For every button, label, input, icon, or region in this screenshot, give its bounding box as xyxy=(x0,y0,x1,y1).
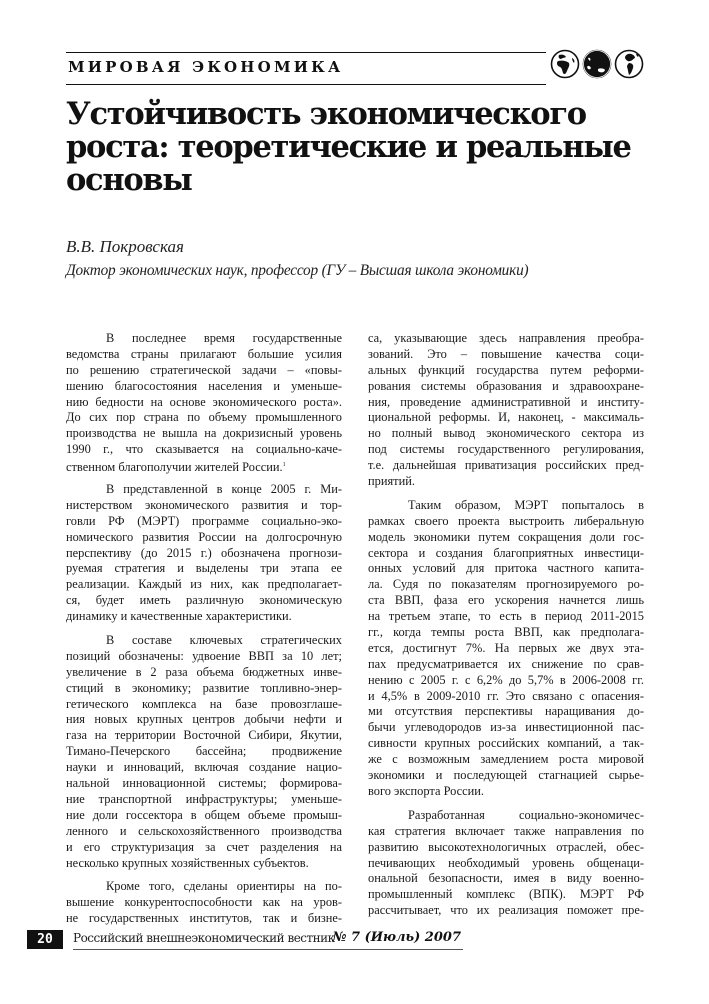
text-line: производства не вышла на докризисный уровень xyxy=(66,426,342,441)
paragraph xyxy=(368,498,644,800)
text-line: увеличение в 2 раза объема бюджетных инве- xyxy=(66,664,342,679)
text-line: Разработанная социально-экономичес- xyxy=(408,807,644,822)
text-line: сектора и создания благоприятных инвестици- xyxy=(368,545,644,560)
paragraph xyxy=(66,879,342,927)
text-line: 1990 г., что сказывается на социально-каче- xyxy=(66,442,342,457)
section-title: МИРОВАЯ ЭКОНОМИКА xyxy=(68,58,344,76)
text-line: под системы государственного регулирования, xyxy=(368,442,644,457)
text-line: ние доли госсектора в общем объеме промыш- xyxy=(66,807,342,822)
text-line: несколько крупных хозяйственных субъектов. xyxy=(66,855,309,870)
text-line: рамках своего проекта выстроить либеральную xyxy=(368,513,644,528)
text-line: стиций в экономику; развитие топливно-энер- xyxy=(66,680,342,695)
text-line: рассчитывает, что их реализация поможет пре- xyxy=(368,903,644,918)
text-line: приятий. xyxy=(368,474,415,489)
section-header xyxy=(66,52,546,85)
text-line: нению с 2005 г. с 6,2% до 5,7% в 2006-2008 гг. xyxy=(368,672,644,687)
text-line: номического развития России на долгосрочную xyxy=(66,529,342,544)
text-line: са, указывающие здесь направления преобра- xyxy=(368,331,644,345)
globe-icons xyxy=(550,49,644,79)
issue-number: № 7 (Июль) 2007 xyxy=(332,930,461,945)
text-line: ственном благополучии жителей России.$^1$ xyxy=(66,460,286,475)
text-line: гетического комплекса на базе провозглаше- xyxy=(66,696,342,711)
text-line: но полный вывод экономического сектора из xyxy=(368,426,644,441)
paragraph xyxy=(66,331,342,474)
text-line: пах предусматривается их снижение по срав- xyxy=(368,656,644,671)
text-line: Кроме того, сделаны ориентиры на по- xyxy=(106,879,342,894)
text-line: ся, будет иметь различную экономическую xyxy=(66,593,342,608)
text-line: гг., когда темпы роста ВВП, как предполага- xyxy=(368,625,644,640)
text-line: нию бедности на основе экономического роста». xyxy=(66,394,342,409)
title-line: основы xyxy=(66,162,192,198)
text-line: Тимано-Печерского бассейна; продвижение xyxy=(66,744,342,759)
paragraph xyxy=(368,331,644,490)
text-line: сивности крупных российских компаний, а так- xyxy=(368,736,644,751)
paragraph xyxy=(66,482,342,625)
text-line: и его структуризация за счет разделения на xyxy=(66,839,342,854)
page-footer xyxy=(27,930,463,950)
text-line: ми отсутствия перспективы наращивания до- xyxy=(368,704,644,719)
text-line: В последнее время государственные xyxy=(106,331,342,345)
title-line: роста: теоретические и реальные xyxy=(66,129,631,165)
text-line: ния новых крупных центров добычи нефти и xyxy=(66,712,342,727)
text-line: на третьем этапе, то есть в период 2011-2015 xyxy=(368,609,644,624)
text-line: газа на территории Восточной Сибири, Якутии, xyxy=(66,728,342,743)
text-line: науки и инноваций, включая создание нацио- xyxy=(66,760,342,775)
text-line: руемая стратегия и выделены три этапа ее xyxy=(66,561,342,576)
text-line: В составе ключевых стратегических xyxy=(106,633,342,648)
text-line: же с возможным замедлением роста мировой xyxy=(368,752,644,767)
text-line: онных условий для притока частного капита- xyxy=(368,561,644,576)
text-line: циональной реформы. И, наконец, - максималь- xyxy=(368,410,644,425)
footnote-marker[interactable]: 1 xyxy=(282,462,286,469)
text-line: нистерством экономического развития и тор- xyxy=(66,497,342,512)
journal-info xyxy=(73,930,463,950)
article-title xyxy=(66,98,646,197)
text-line: реализации. Каждый из них, как предполагает- xyxy=(66,577,342,592)
text-line: ональной безопасности, имея в виду военно- xyxy=(368,871,644,886)
text-line: бычи углеводородов из-за инвестиционной пас- xyxy=(368,720,644,735)
text-line: и 4,5% в 2009-2010 гг. Это связано с опасения- xyxy=(368,688,644,703)
text-line: ведомства страны прилагают большие усилия xyxy=(66,346,342,361)
text-line: по решению стратегической задачи – «повы- xyxy=(66,362,342,377)
text-line: промышленный комплекс (ВПК). МЭРТ РФ xyxy=(368,887,644,902)
text-line: модель экономики путем сокращения доли гос- xyxy=(368,529,644,544)
text-line: кая стратегия включает также направления по xyxy=(368,823,644,838)
text-line: ние транспортной инфраструктуры; уменьше- xyxy=(66,791,342,806)
text-line: ла. Судя по показателям прогнозируемого ро- xyxy=(368,577,644,592)
text-line: нальной инновационной системы; формирова- xyxy=(66,776,342,791)
author-name: В.В. Покровская xyxy=(66,237,184,256)
right-column xyxy=(368,331,644,919)
text-line: В представленной в конце 2005 г. Ми- xyxy=(106,482,342,497)
author-affiliation: Доктор экономических наук, профессор (ГУ – Высшая школа экономики) xyxy=(66,262,529,279)
title-line: Устойчивость экономического xyxy=(66,96,586,132)
paragraph xyxy=(368,808,644,919)
text-line: ется, достигнут 7%. На первых же двух эта- xyxy=(368,640,644,655)
text-line: печивающих необходимый уровень общенаци- xyxy=(368,855,644,870)
text-line: развитию высокотехнологичных отраслей, обес- xyxy=(368,839,644,854)
left-column xyxy=(66,331,342,927)
text-line: вышение конкурентоспособности как на уров- xyxy=(66,895,342,910)
globe-asia-australia-icon xyxy=(582,49,612,79)
text-line: перспективу (до 2015 г.) обозначена прогнози- xyxy=(66,545,342,560)
text-line: т.е. дальнейшая приватизация российских пред- xyxy=(368,458,644,473)
text-line: экономики и последующей стагнацией сырье- xyxy=(368,768,644,783)
text-line: зований. Это – повышение качества соци- xyxy=(368,346,644,361)
text-line: вого экспорта России. xyxy=(368,783,485,798)
text-line: шению благосостояния населения и уменьше- xyxy=(66,378,342,393)
text-line: позиций обозначены: удвоение ВВП за 10 лет; xyxy=(66,648,342,663)
text-line: ленного и сельскохозяйственного производства xyxy=(66,823,342,838)
text-line: не государственных институтов, так и бизне- xyxy=(66,911,342,926)
text-line: До сих пор страна по объему промышленного xyxy=(66,410,342,425)
text-line: динамику и качественные характеристики. xyxy=(66,609,292,624)
paragraph xyxy=(66,633,342,871)
journal-name: Российский внешнеэкономический вестник xyxy=(73,931,335,945)
text-line: ста ВВП, фаза его ускорения начнется лишь xyxy=(368,593,644,608)
globe-americas-icon xyxy=(614,49,644,79)
text-line: ния, проведение административной и институ- xyxy=(368,394,644,409)
text-line: рования системы образования и здравоохране- xyxy=(368,378,644,393)
text-line: Таким образом, МЭРТ попыталось в xyxy=(408,497,644,512)
globe-africa-europe-icon xyxy=(550,49,580,79)
page-number: 20 xyxy=(27,930,63,949)
text-line: альных функций государства путем реформи- xyxy=(368,362,644,377)
text-line: говли РФ (МЭРТ) программе социально-эко- xyxy=(66,513,342,528)
